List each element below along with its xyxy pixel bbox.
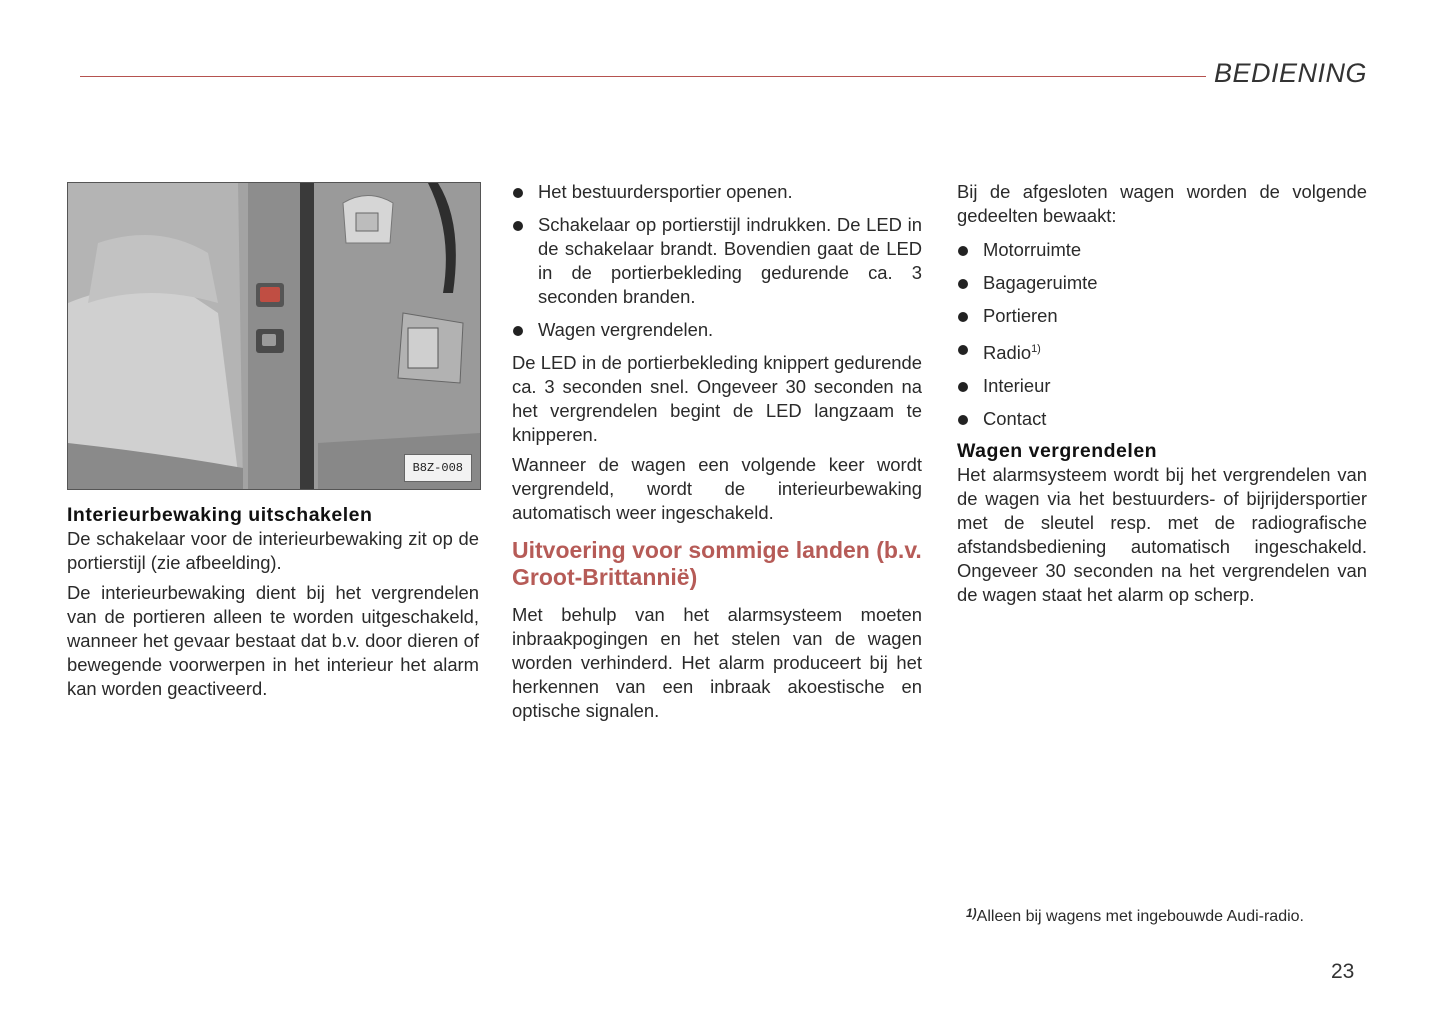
page-number: 23 (1331, 960, 1355, 983)
paragraph: De interieurbewaking dient bij het vergrendelen van de portieren alleen te worden uitgeschakeld, wanneer het gevaar bestaat dat b.v. door dieren of bewegende voorwerpen in het interieur het alarm kan worden geactiveerd. (67, 582, 479, 699)
column-2 (512, 180, 922, 729)
bullet-item: Motorruimte (957, 238, 1367, 262)
column-3 (957, 180, 1367, 613)
bullet-item-radio (957, 337, 1367, 365)
heading-interieurbewaking: Interieurbewaking uitschakelen (67, 504, 373, 526)
door-pillar-illustration (68, 183, 480, 489)
footnote-marker: 1) (966, 906, 977, 920)
paragraph: De schakelaar voor de interieurbewaking zit op de portierstijl (zie afbeelding). (67, 528, 479, 573)
footnote-reference: 1) (1031, 343, 1041, 355)
bullet-item: Wagen vergrendelen. (512, 318, 922, 342)
heading-wagen-vergrendelen: Wagen vergrendelen (957, 440, 1158, 463)
bullet-item: Contact (957, 407, 1367, 431)
bullet-item: Interieur (957, 374, 1367, 398)
section-title: BEDIENING (1214, 58, 1368, 88)
figure-door-pillar-switch (67, 182, 481, 490)
bullet-text: Radio (983, 342, 1032, 364)
paragraph: Wanneer de wagen een volgende keer wordt vergrendeld, wordt de interieurbewaking automatisch weer ingeschakeld. (512, 454, 922, 523)
figure-label: B8Z-008 (404, 454, 472, 482)
paragraph-intro: Bij de afgesloten wagen worden de volgende gedeelten bewaakt: (957, 181, 1367, 226)
paragraph: Met behulp van het alarmsysteem moeten inbraakpogingen en het stelen van de wagen worden verhinderd. Het alarm produceert bij het herkennen van een inbraak akoestische en optische signalen. (512, 604, 922, 721)
paragraph: Het alarmsysteem wordt bij het vergrendelen van de wagen via het bestuurders- of bijrijdersportier met de sleutel resp. met de radiografische afstandsbediening automatisch ingeschakeld. Ongeveer 30 seconden na het vergrendelen van de wagen staat het alarm op scherp. (957, 464, 1367, 606)
paragraph: De LED in de portierbekleding knippert gedurende ca. 3 seconden snel. Ongeveer 30 seconden na het vergrendelen begint de LED langzaam te knipperen. (512, 352, 922, 445)
bullet-item: Portieren (957, 304, 1367, 328)
bullet-item: Het bestuurdersportier openen. (512, 180, 922, 204)
header-rule (80, 76, 1206, 77)
footnote (966, 902, 1368, 928)
footnote-text: Alleen bij wagens met ingebouwde Audi-radio. (976, 908, 1304, 925)
column-1 (67, 182, 479, 707)
bullet-item: Bagageruimte (957, 271, 1367, 295)
heading-uitvoering: Uitvoering voor sommige landen (b.v. Groot-Brittannië) (512, 537, 922, 590)
bullet-item: Schakelaar op portierstijl indrukken. De LED in de schakelaar brandt. Bovendien gaat de LED in de portierbekleding gedurende ca. 3 seconden branden. (512, 213, 922, 309)
